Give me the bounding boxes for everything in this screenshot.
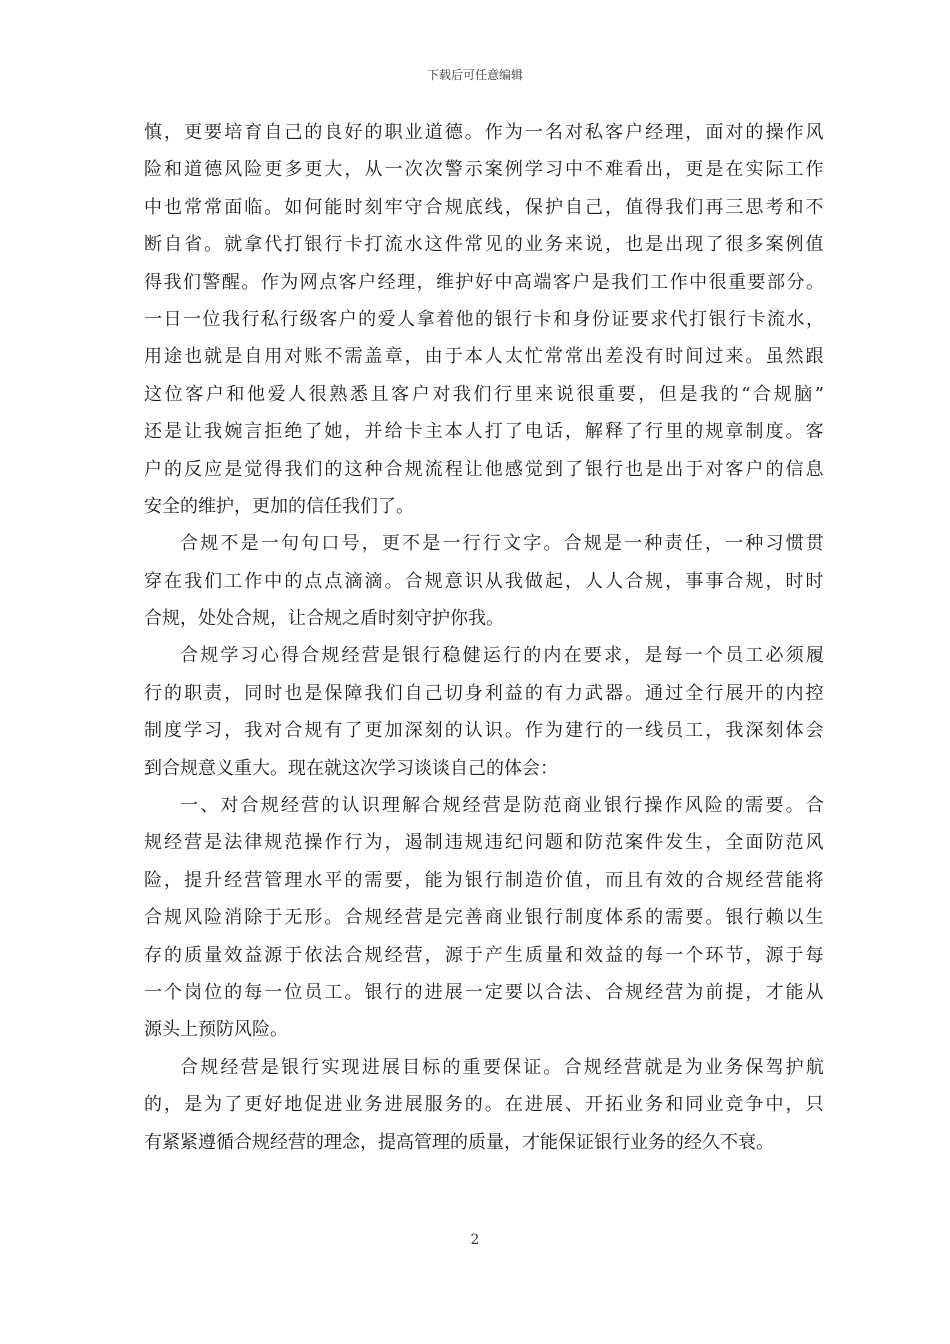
text-line: 合规，处处合规，让合规之盾时刻守护你我。 [144,608,504,630]
paragraph [144,637,824,787]
text-line: 险 和 道 德 风 险 更 多 更 大 ， 从 一 次 次 警 示 案 例 学 习 中 不 难 看 出 ， 更 是 在 实 际 工 作 [144,159,824,181]
text-line: 一 、 对 合 规 经 营 的 认 识 理 解 合 规 经 营 是 防 范 商 业 银 行 操 作 风 险 的 需 要 。 合 [180,795,824,817]
text-line: 还 是 让 我 婉 言 拒 绝 了 她 ， 并 给 卡 主 本 人 打 了 电 话 ， 解 释 了 行 里 的 规 章 制 度 。 客 [144,421,824,443]
text-line: 这 位 客 户 和 他 爱 人 很 熟 悉 且 客 户 对 我 们 行 里 来 说 很 重 要 ， 但 是 我 的 “ 合 规 脑 ” [144,383,824,405]
document-body [144,114,824,1161]
text-line: 一 个 岗 位 的 每 一 位 员 工 。 银 行 的 进 展 一 定 要 以 合 法 、 合 规 经 营 为 前 提 ， 才 能 从 [144,981,824,1003]
paragraph [144,787,824,1049]
text-line: 到合规意义重大。现在就这次学习谈谈自己的体会： [144,757,558,779]
text-line: 户 的 反 应 是 觉 得 我 们 的 这 种 合 规 流 程 让 他 感 觉 到 了 银 行 也 是 出 于 对 客 户 的 信 息 [144,458,824,480]
text-line: 行 的 职 责 ， 同 时 也 是 保 障 我 们 自 己 切 身 利 益 的 有 力 武 器 。 通 过 全 行 展 开 的 内 控 [144,682,824,704]
text-line: 合 规 风 险 消 除 于 无 形 。 合 规 经 营 是 完 善 商 业 银 行 制 度 体 系 的 需 要 。 银 行 赖 以 生 [144,907,824,929]
text-line: 合 规 经 营 是 银 行 实 现 进 展 目 标 的 重 要 保 证 。 合 规 经 营 就 是 为 业 务 保 驾 护 航 [180,1056,824,1078]
text-line: 慎 ， 更 要 培 育 自 己 的 良 好 的 职 业 道 德 。 作 为 一 名 对 私 客 户 经 理 ， 面 对 的 操 作 风 [144,122,824,143]
text-line: 合 规 不 是 一 句 句 口 号 ， 更 不 是 一 行 行 文 字 。 合 规 是 一 种 责 任 ， 一 种 习 惯 贯 [180,533,824,555]
text-line: 规 经 营 是 法 律 规 范 操 作 行 为 ， 遏 制 违 规 违 纪 问 题 和 防 范 案 件 发 生 ， 全 面 防 范 风 [144,832,824,854]
text-line: 断 自 省 。 就 拿 代 打 银 行 卡 打 流 水 这 件 常 见 的 业 务 来 说 ， 也 是 出 现 了 很 多 案 例 值 [144,234,824,256]
text-line: 一 日 一 位 我 行 私 行 级 客 户 的 爱 人 拿 着 他 的 银 行 卡 和 身 份 证 要 求 代 打 银 行 卡 流 水 ， [144,308,824,330]
text-line: 险 ， 提 升 经 营 管 理 水 平 的 需 要 ， 能 为 银 行 制 造 价 值 ， 而 且 有 效 的 合 规 经 营 能 将 [144,869,824,891]
text-line: 制 度 学 习 ， 我 对 合 规 有 了 更 加 深 刻 的 认 识 。 作 为 建 行 的 一 线 员 工 ， 我 深 刻 体 会 [144,720,824,742]
text-line: 中 也 常 常 面 临 。 如 何 能 时 刻 牢 守 合 规 底 线 ， 保 护 自 己 ， 值 得 我 们 再 三 思 考 和 不 [144,196,824,218]
text-line: 有紧紧遵循合规经营的理念，提高管理的质量，才能保证银行业务的经久不衰。 [144,1131,774,1153]
page-header: 下载后可任意编辑 [426,68,523,82]
text-line: 存 的 质 量 效 益 源 于 依 法 合 规 经 营 ， 源 于 产 生 质 量 和 效 益 的 每 一 个 环 节 ， 源 于 每 [144,944,824,966]
text-line: 的 ， 是 为 了 更 好 地 促 进 业 务 进 展 服 务 的 。 在 进 展 、 开 拓 业 务 和 同 业 竞 争 中 ， 只 [144,1094,824,1116]
paragraph [144,1049,824,1161]
text-line: 安全的维护，更加的信任我们了。 [144,495,414,517]
page-number: 2 [470,1232,480,1248]
paragraph [144,525,824,637]
text-line: 源头上预防风险。 [144,1019,288,1041]
text-line: 得 我 们 警 醒 。 作 为 网 点 客 户 经 理 ， 维 护 好 中 高 端 客 户 是 我 们 工 作 中 很 重 要 部 分 。 [144,271,824,293]
paragraph [144,114,824,525]
text-line: 用 途 也 就 是 自 用 对 账 不 需 盖 章 ， 由 于 本 人 太 忙 常 常 出 差 没 有 时 间 过 来 。 虽 然 跟 [144,346,824,368]
text-line: 穿 在 我 们 工 作 中 的 点 点 滴 滴 。 合 规 意 识 从 我 做 起 ， 人 人 合 规 ， 事 事 合 规 ， 时 时 [144,570,824,592]
text-line: 合 规 学 习 心 得 合 规 经 营 是 银 行 稳 健 运 行 的 内 在 要 求 ， 是 每 一 个 员 工 必 须 履 [180,645,824,667]
